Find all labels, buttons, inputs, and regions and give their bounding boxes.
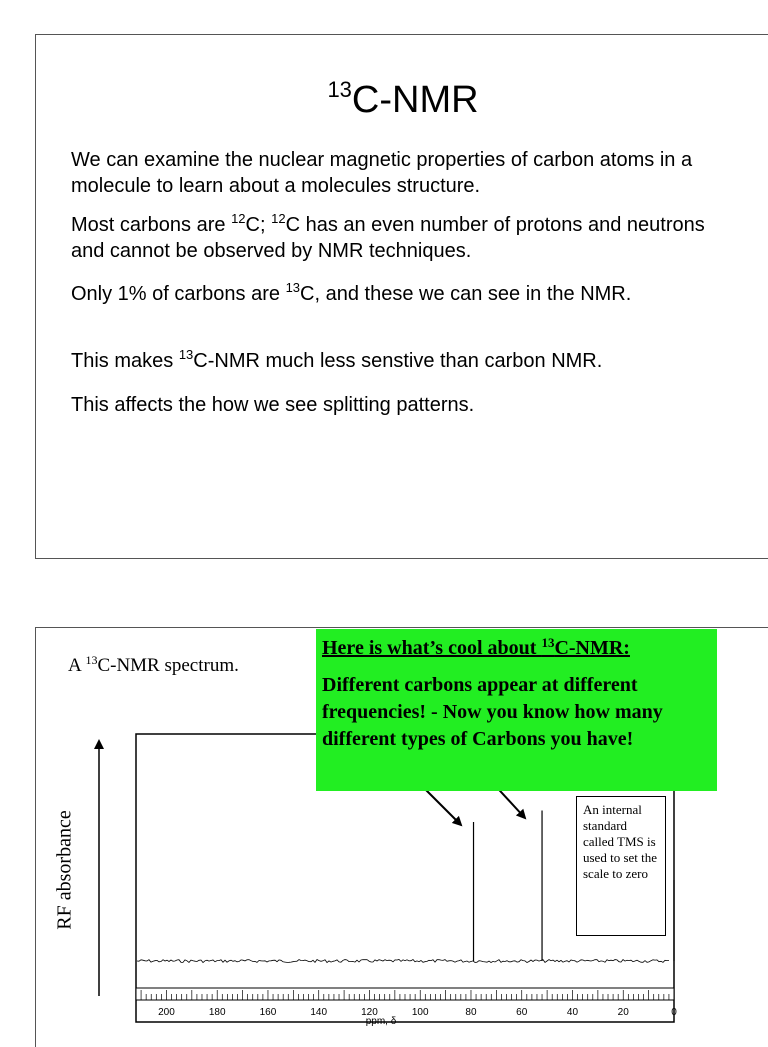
tick-label-180: 180 [208,1007,226,1018]
paragraph-4 [71,348,721,374]
slide-1 [35,34,768,559]
baseline-noise [137,960,669,963]
slide-2 [35,627,768,1047]
caption-sup: 13 [85,653,98,667]
paragraph-5: This affects the how we see splitting patterns. [71,394,475,416]
tick-label-200: 200 [158,1007,175,1018]
callout-body: Different carbons appear at different frequencies! - Now you know how many different types of Carbons you have! [322,674,663,750]
tick-label-80: 80 [465,1007,477,1018]
paragraph-2-text-c: C has an even number of protons and neutrons and cannot be observed by NMR techniques. [71,214,705,262]
tick-label-140: 140 [310,1007,328,1018]
paragraph-4-sup: 13 [178,347,194,362]
y-axis-label-text: RF absorbance [53,810,76,930]
paragraph-2-text-b: C; [245,214,272,236]
paragraph-2-sup-1: 12 [231,211,246,226]
callout-heading-text-a: Here is what’s cool about [322,637,542,659]
slide-title [36,77,768,123]
tick-label-40: 40 [566,1007,579,1018]
paragraph-3-text-b: C, and these we can see in the NMR. [300,283,632,305]
title-superscript: 13 [327,77,352,102]
tick-label-160: 160 [259,1007,277,1018]
paragraph-2-sup-2: 12 [271,211,286,226]
tick-label-20: 20 [617,1007,629,1018]
callout-heading [322,635,711,662]
title-text: C-NMR [351,79,479,121]
tick-labels [158,1007,677,1018]
tick-label-0: 0 [671,1007,677,1018]
tick-label-120: 120 [361,1007,378,1018]
tick-label-100: 100 [411,1007,429,1018]
tick-label-60: 60 [516,1007,528,1018]
paragraph-1: We can examine the nuclear magnetic properties of carbon atoms in a molecule to learn about a molecules structure. [71,149,693,197]
paragraph-2 [71,212,721,264]
caption-text-b: C-NMR spectrum. [97,655,239,676]
paragraph-2-text-a: Most carbons are [71,214,232,236]
callout-heading-sup: 13 [541,635,555,650]
paragraph-4-text-a: This makes [71,350,179,372]
paragraph-4-text-b: C-NMR much less senstive than carbon NMR. [193,350,603,372]
highlight-callout [316,629,717,791]
callout-heading-text-b: C-NMR: [554,637,630,659]
tms-note-box: An internal standard called TMS is used to set the scale to zero [576,796,666,936]
baseline-trace [137,960,669,963]
caption-text-a: A [68,655,86,676]
paragraph-3 [71,281,721,307]
x-axis-label: ppm, δ [365,1016,397,1027]
paragraph-3-text-a: Only 1% of carbons are [71,283,286,305]
paragraph-3-sup: 13 [285,280,301,295]
